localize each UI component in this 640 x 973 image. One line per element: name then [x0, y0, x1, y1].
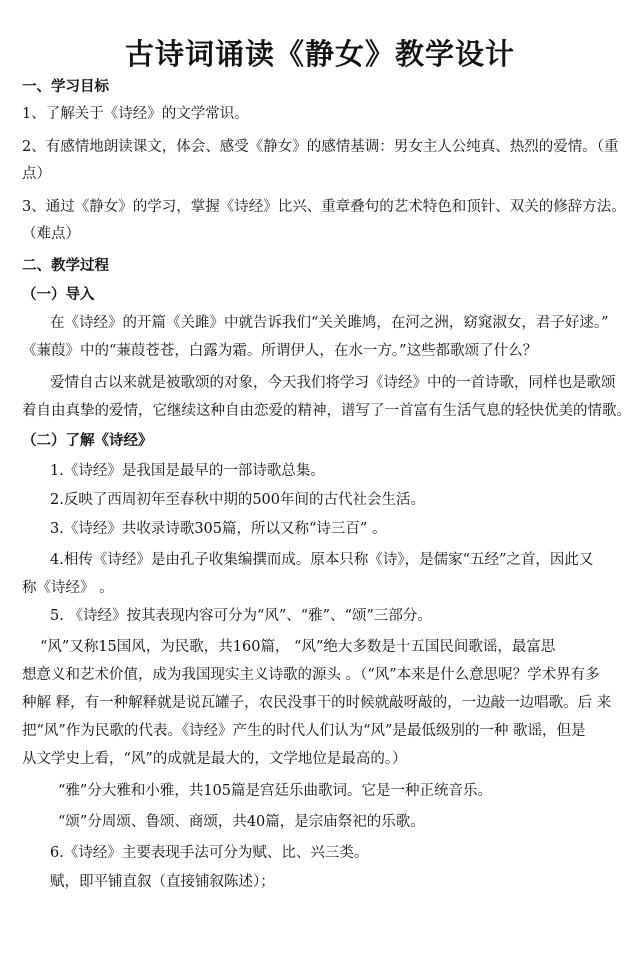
intro-para-1-line-1: 在《诗经》的开篇《关雎》中就告诉我们“关关雎鸠，在河之洲，窈窕淑女，君子好逑。”	[50, 315, 609, 331]
feng-line-4: 把“风”作为民歌的代表。《诗经》产生的时代人们认为“风”是最低级别的一种 歌谣，但是	[22, 723, 586, 739]
goal-3-line-1: 3、通过《静女》的学习，掌握《诗经》比兴、重章叠句的艺术特色和顶针、双关的修辞方法。	[22, 199, 626, 215]
intro-para-2-line-2: 着自由真挚的爱情，它继续这种自由恋爱的精神，谱写了一首富有生活气息的轻快优美的情歌。	[22, 403, 631, 419]
feng-line-5: 从文学史上看，“风”的成就是最大的，文学地位是最高的。）	[22, 751, 407, 767]
subheading-intro: （一）导入	[22, 287, 95, 303]
shijing-item-3: 3.《诗经》共收录诗歌305篇，所以又称“诗三百” 。	[50, 521, 387, 537]
subheading-shijing: （二）了解《诗经》	[22, 433, 153, 449]
intro-para-2-line-1: 爱情自古以来就是被歌颂的对象，今天我们将学习《诗经》中的一首诗歌，同样也是歌颂	[50, 375, 616, 391]
shijing-item-1: 1.《诗经》是我国是最早的一部诗歌总集。	[50, 463, 325, 479]
song-description: “颂”分周颂、鲁颂、商颂，共40篇，是宗庙祭祀的乐歌。	[58, 814, 425, 830]
shijing-item-5: 5. 《诗经》按其表现内容可分为“风”、“雅”、“颂”三部分。	[50, 608, 432, 624]
goal-2-line-2: 点）	[22, 166, 51, 182]
feng-line-2: 想意义和艺术价值，成为我国现实主义诗歌的源头 。（“风”本来是什么意思呢？学术界有多	[22, 667, 600, 683]
section-heading-goals: 一、学习目标	[22, 79, 109, 95]
shijing-item-6: 6.《诗经》主要表现手法可分为赋、比、兴三类。	[50, 845, 369, 861]
goal-2-line-1: 2、有感情地朗读课文，体会、感受《静女》的感情基调：男女主人公纯真、热烈的爱情。（重	[22, 139, 619, 155]
intro-para-1-line-2: 《蒹葭》中的“蒹葭苍苍，白露为霜。所谓伊人，在水一方。”这些都歌颂了什么？	[22, 343, 538, 359]
goal-1: 1、了解关于《诗经》的文学常识。	[22, 106, 249, 122]
goal-3-line-2: （难点）	[22, 226, 80, 242]
feng-line-1: “风”又称15国风，为民歌，共160篇， “风”绝大多数是十五国民间歌谣，最富思	[40, 639, 556, 655]
section-heading-process: 二、教学过程	[22, 258, 109, 274]
shijing-item-2: 2.反映了西周初年至春秋中期的500年间的古代社会生活。	[50, 492, 426, 508]
document-title: 古诗词诵读《静女》教学设计	[124, 37, 515, 71]
feng-line-3: 种解 释，有一种解释就是说瓦罐子，农民没事干的时候就敲呀敲的，一边敲一边唱歌。后 来	[22, 695, 612, 711]
shijing-item-4-line-2: 称《诗经》 。	[22, 580, 114, 596]
ya-description: “雅”分大雅和小雅，共105篇是宫廷乐曲歌词。它是一种正统音乐。	[58, 783, 492, 799]
shijing-item-4-line-1: 4.相传《诗经》是由孔子收集编撰而成。原本只称《诗》，是儒家“五经”之首，因此又	[50, 552, 594, 568]
fu-definition: 赋，即平铺直叙（直接铺叙陈述）；	[50, 874, 275, 890]
